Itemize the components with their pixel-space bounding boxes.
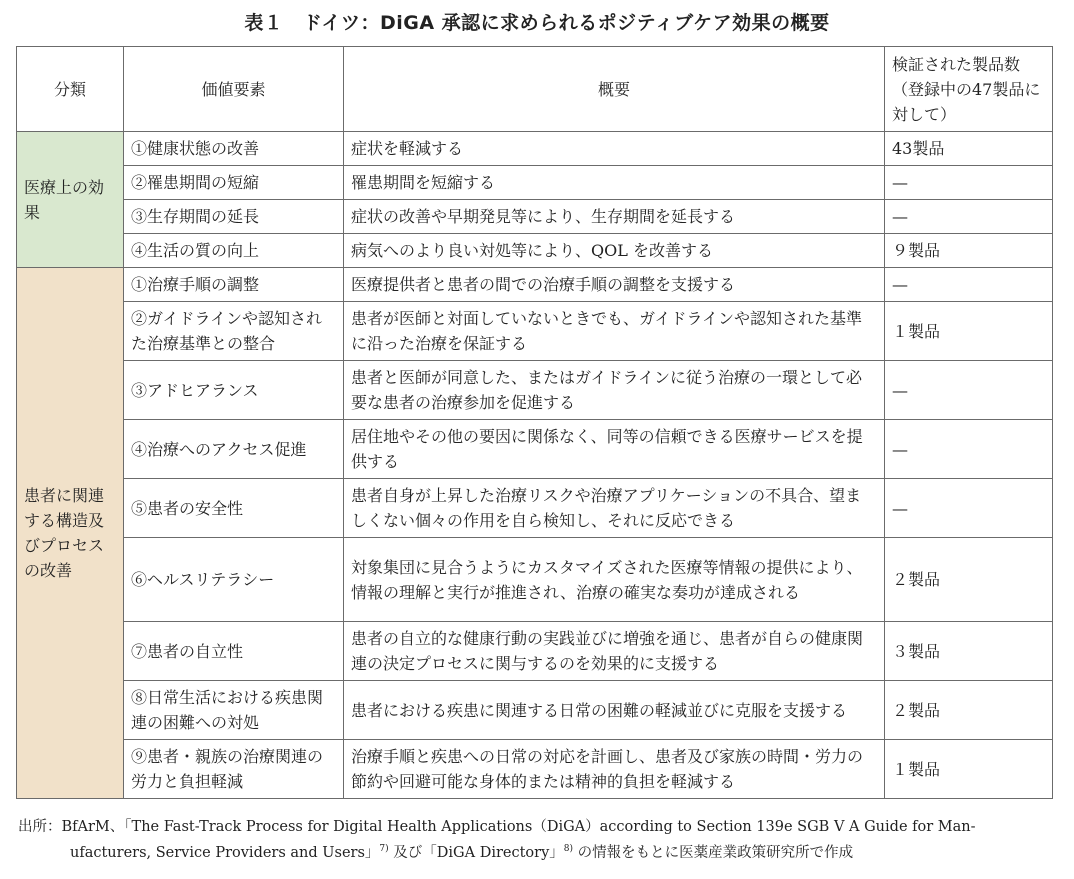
table-row: [17, 166, 1053, 200]
row-element: ②ガイドラインや認知された治療基準との整合: [124, 302, 344, 361]
header-summary: 概要: [344, 47, 885, 132]
row-element: ④生活の質の向上: [124, 234, 344, 268]
row-element: ④治療へのアクセス促進: [124, 420, 344, 479]
table-row: [17, 479, 1053, 538]
row-summary: 症状を軽減する: [344, 132, 885, 166]
table-row: [17, 132, 1053, 166]
row-count: ９製品: [885, 234, 1053, 268]
row-summary: 患者の自立的な健康行動の実践並びに増強を通じ、患者が自らの健康関連の決定プロセスに関与するのを効果的に支援する: [344, 622, 885, 681]
table-row: [17, 420, 1053, 479]
row-summary: 病気へのより良い対処等により、QOL を改善する: [344, 234, 885, 268]
table-row: [17, 681, 1053, 740]
row-element: ③生存期間の延長: [124, 200, 344, 234]
row-summary: 治療手順と疾患への日常の対応を計画し、患者及び家族の時間・労力の節約や回避可能な身体的または精神的負担を軽減する: [344, 740, 885, 799]
header-verified-count: 検証された製品数（登録中の47製品に対して）: [885, 47, 1053, 132]
row-summary: 罹患期間を短縮する: [344, 166, 885, 200]
row-summary: 患者が医師と対面していないときでも、ガイドラインや認知された基準に沿った治療を保証する: [344, 302, 885, 361]
row-element: ⑦患者の自立性: [124, 622, 344, 681]
row-summary: 医療提供者と患者の間での治療手順の調整を支援する: [344, 268, 885, 302]
row-count: —: [885, 166, 1053, 200]
source-text-b: 及び「DiGA Directory」: [393, 845, 564, 861]
header-category: 分類: [17, 47, 124, 132]
row-count: 43製品: [885, 132, 1053, 166]
table-row: [17, 740, 1053, 799]
reference-8: 8): [563, 844, 574, 854]
row-element: ⑨患者・親族の治療関連の労力と負担軽減: [124, 740, 344, 799]
reference-7: 7): [379, 844, 389, 854]
table-row: [17, 538, 1053, 622]
diga-effects-table: [16, 46, 1053, 799]
row-count: —: [885, 200, 1053, 234]
table-row: [17, 302, 1053, 361]
row-count: —: [885, 268, 1053, 302]
row-count: —: [885, 420, 1053, 479]
header-row: [17, 47, 1053, 132]
row-count: ２製品: [885, 538, 1053, 622]
row-count: ２製品: [885, 681, 1053, 740]
row-count: —: [885, 361, 1053, 420]
table-row: [17, 361, 1053, 420]
header-value-element: 価値要素: [124, 47, 344, 132]
table-row: [17, 234, 1053, 268]
table-row: [17, 200, 1053, 234]
category-medical-effect: 医療上の効果: [17, 132, 124, 268]
table-row: [17, 622, 1053, 681]
row-element: ③アドヒアランス: [124, 361, 344, 420]
row-count: １製品: [885, 302, 1053, 361]
row-count: —: [885, 479, 1053, 538]
row-summary: 居住地やその他の要因に関係なく、同等の信頼できる医療サービスを提供する: [344, 420, 885, 479]
row-count: １製品: [885, 740, 1053, 799]
row-summary: 対象集団に見合うようにカスタマイズされた医療等情報の提供により、情報の理解と実行が推進され、治療の確実な奏功が達成される: [344, 538, 885, 622]
source-text-a: ufacturers, Service Providers and Users」: [70, 845, 380, 861]
row-element: ②罹患期間の短縮: [124, 166, 344, 200]
row-summary: 患者と医師が同意した、またはガイドラインに従う治療の一環として必要な患者の治療参加を促進する: [344, 361, 885, 420]
source-note: [18, 816, 1056, 864]
source-line-1: 出所：BfArM、「The Fast-Track Process for Digital Health Applications（DiGA）according to Section 139e SGB V A Guide for Man-: [18, 819, 976, 835]
row-element: ①健康状態の改善: [124, 132, 344, 166]
table-title: 表１ ドイツ：DiGA 承認に求められるポジティブケア効果の概要: [244, 12, 830, 34]
source-line-2: [18, 838, 1056, 864]
row-element: ⑧日常生活における疾患関連の困難への対処: [124, 681, 344, 740]
row-element: ⑤患者の安全性: [124, 479, 344, 538]
row-summary: 患者自身が上昇した治療リスクや治療アプリケーションの不具合、望ましくない個々の作用を自ら検知し、それに反応できる: [344, 479, 885, 538]
source-text-c: の情報をもとに医薬産業政策研究所で作成: [577, 845, 854, 861]
row-summary: 症状の改善や早期発見等により、生存期間を延長する: [344, 200, 885, 234]
row-element: ①治療手順の調整: [124, 268, 344, 302]
category-process-improvement: 患者に関連する構造及びプロセスの改善: [17, 268, 124, 799]
row-element: ⑥ヘルスリテラシー: [124, 538, 344, 622]
row-summary: 患者における疾患に関連する日常の困難の軽減並びに克服を支援する: [344, 681, 885, 740]
row-count: ３製品: [885, 622, 1053, 681]
table-row: [17, 268, 1053, 302]
